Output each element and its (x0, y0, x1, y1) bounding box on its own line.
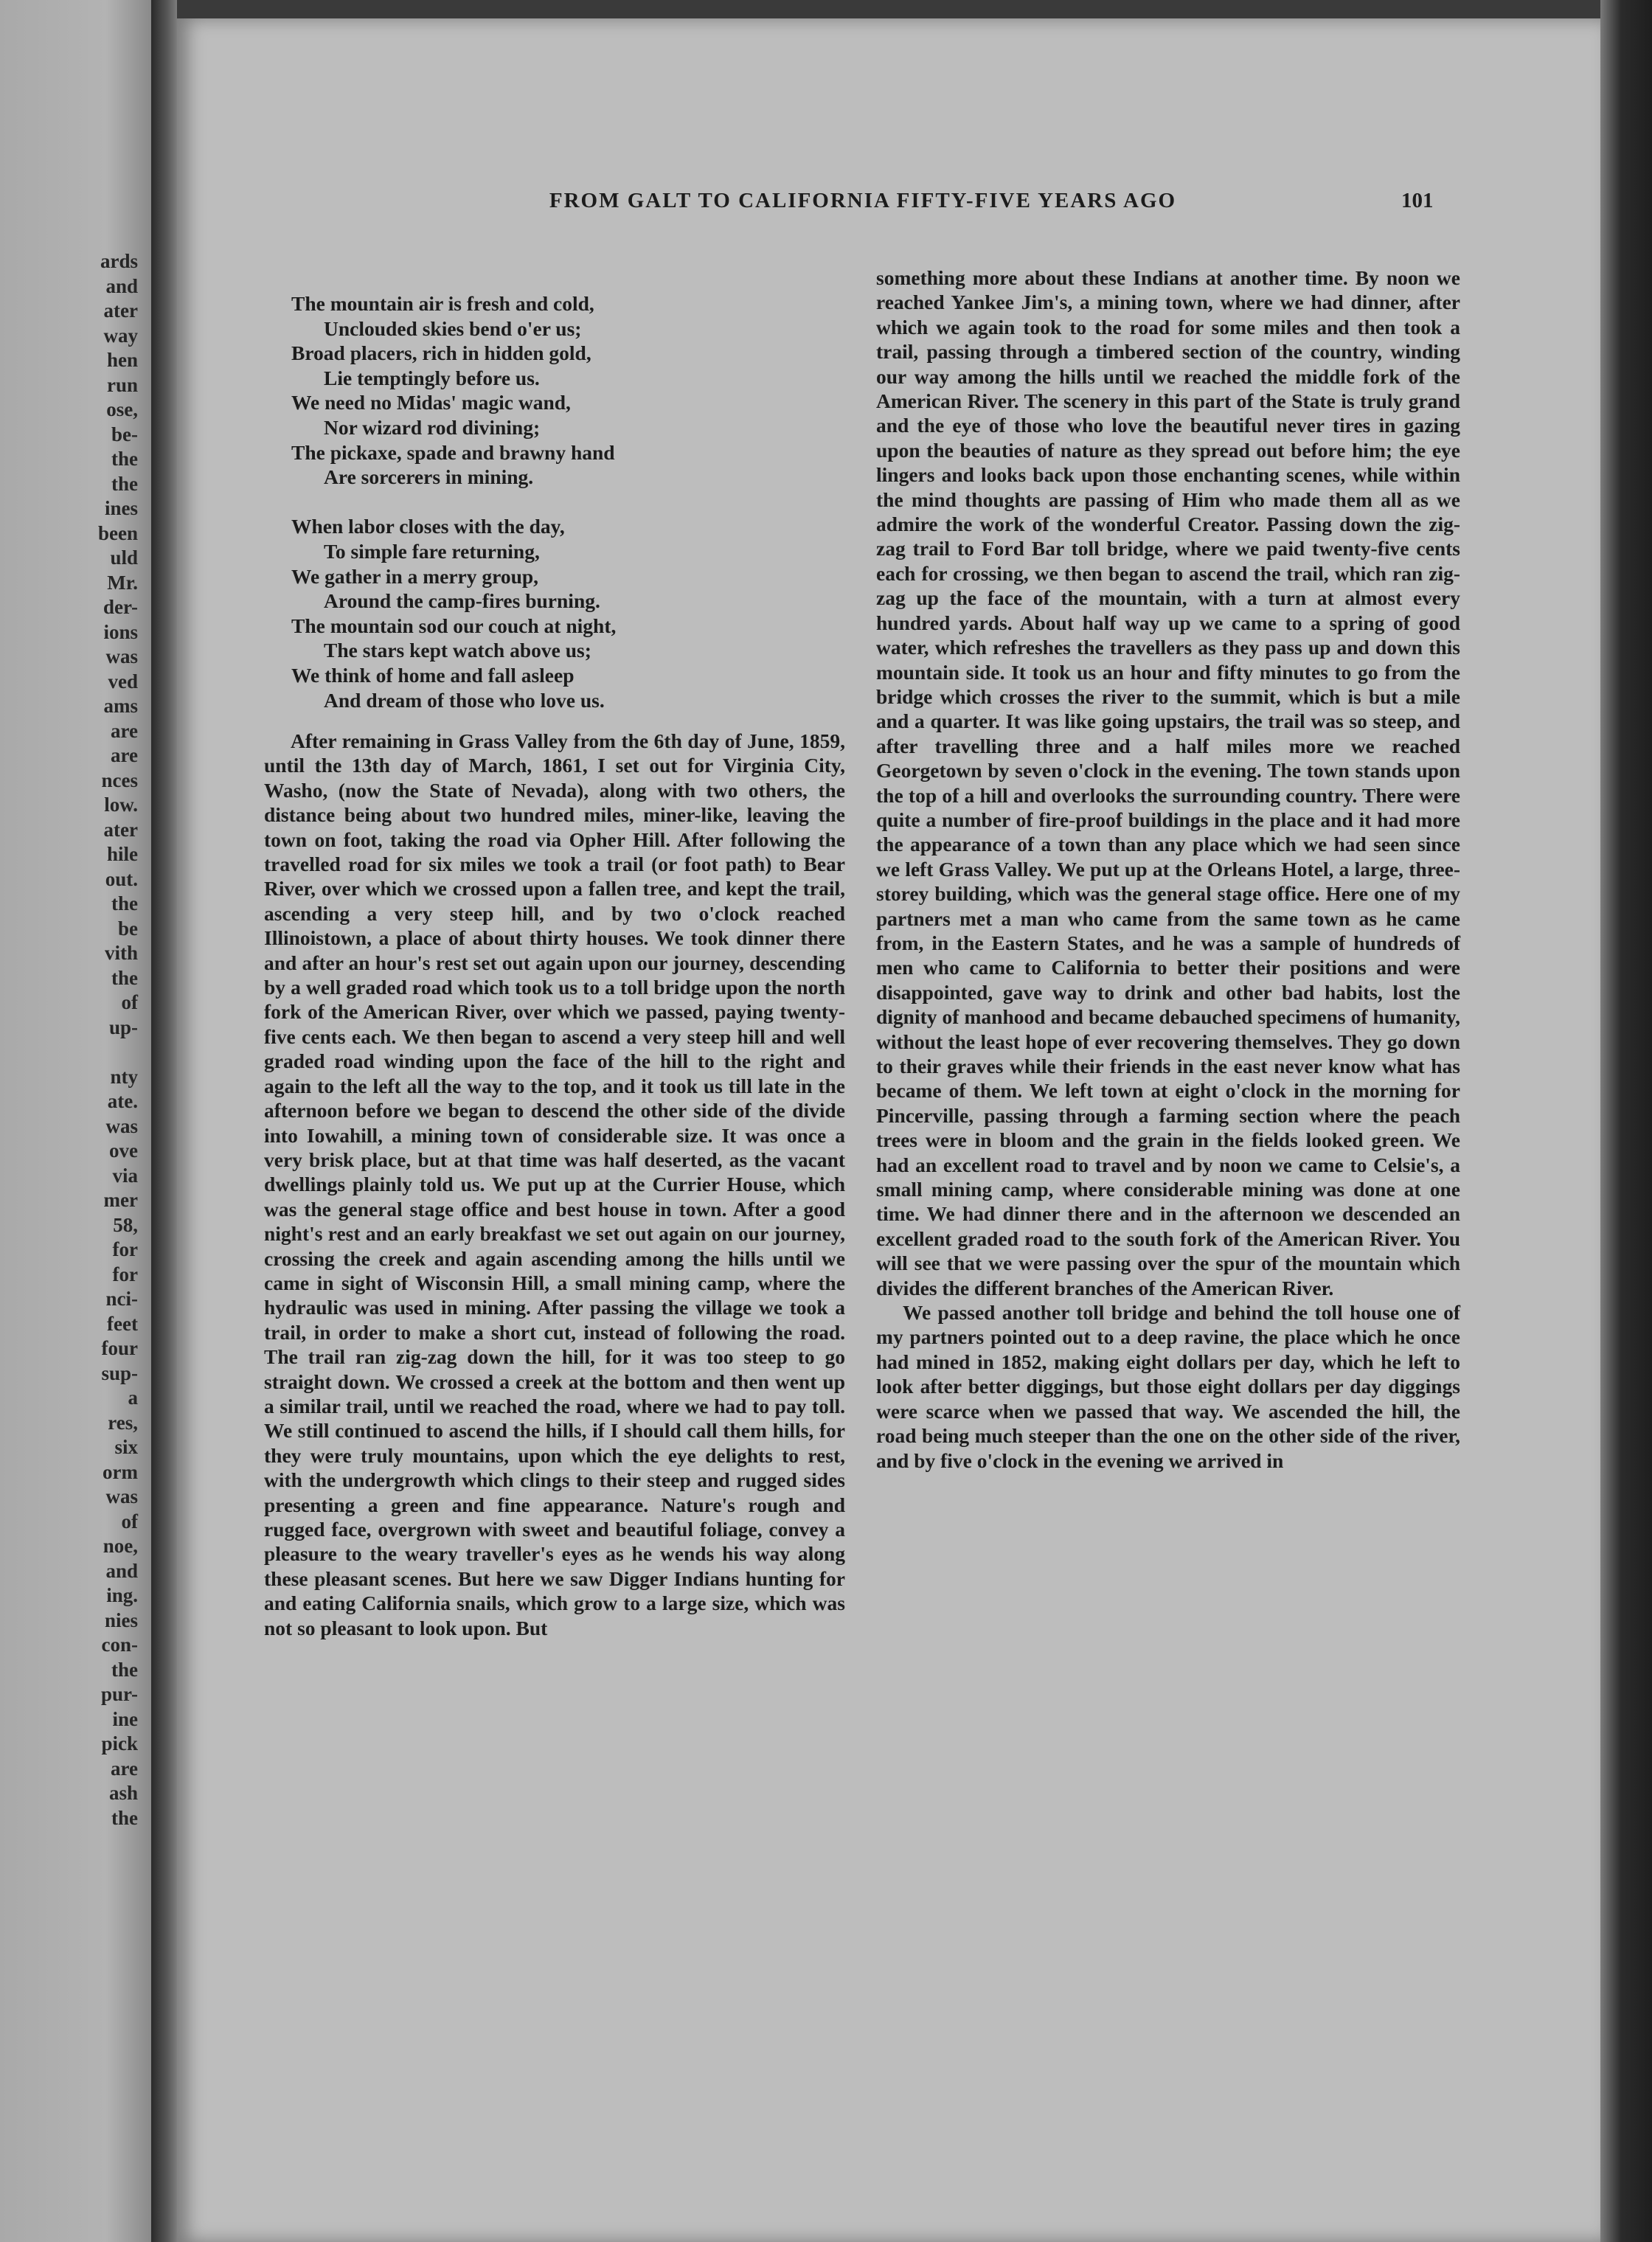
running-head: FROM GALT TO CALIFORNIA FIFTY-FIVE YEARS AGO (549, 189, 1177, 212)
left-page-fragment: 58, (113, 1213, 138, 1236)
left-page-fragment: nces (101, 768, 138, 791)
left-page-fragment: out. (105, 867, 138, 890)
left-page-fragment: nty (110, 1065, 138, 1088)
poem-line: Lie temptingly before us. (324, 366, 540, 389)
left-page-fragment: for (112, 1238, 138, 1260)
poem-line: We gather in a merry group, (291, 564, 539, 588)
left-page-fragment: ing. (106, 1584, 138, 1606)
left-page-fragment: uld (110, 546, 138, 569)
page-number: 101 (1401, 189, 1434, 212)
left-page-fragment: the (111, 1806, 138, 1829)
left-page-fragment: are (111, 719, 138, 742)
left-page-fragment: pick (101, 1732, 138, 1755)
left-page-fragment: and (105, 1559, 138, 1582)
poem-line: Nor wizard rod divining; (324, 415, 541, 439)
poem-line: Around the camp-fires burning. (324, 589, 600, 613)
left-page-fragment: mer (103, 1189, 138, 1211)
left-page-text-fragments (5, 249, 138, 1830)
left-page-fragment: ved (108, 670, 138, 693)
poem-line: We think of home and fall asleep (291, 663, 575, 687)
left-page-edge (0, 0, 151, 2242)
left-page-fragment: nci- (105, 1288, 138, 1310)
left-page-fragment: six (114, 1436, 138, 1458)
left-page-fragment: the (111, 448, 138, 470)
left-page-fragment: ose, (106, 398, 138, 420)
left-page-fragment: be- (111, 423, 138, 445)
left-page-fragment: was (105, 1114, 138, 1137)
left-page-fragment: was (105, 1485, 138, 1507)
left-page-fragment: feet (107, 1312, 138, 1335)
left-page-fragment: hen (106, 349, 138, 371)
poem-line: Broad placers, rich in hidden gold, (291, 341, 591, 365)
left-page-fragment: ash (108, 1782, 138, 1804)
left-page-fragment: the (111, 966, 138, 989)
left-page-fragment: the (111, 1658, 138, 1681)
left-page-fragment: pur- (100, 1683, 138, 1705)
left-page-fragment: was (105, 645, 138, 667)
poem-line: To simple fare returning, (324, 539, 540, 563)
left-page-fragment: ines (104, 497, 138, 519)
left-page-fragment: sup- (101, 1361, 138, 1384)
left-page-fragment: ater (103, 299, 138, 322)
poem-line: And dream of those who love us. (324, 688, 605, 712)
poem-line: The mountain air is fresh and cold, (291, 292, 594, 315)
poem-line: The stars kept watch above us; (324, 639, 591, 662)
left-page-fragment: low. (104, 794, 138, 816)
left-page-fragment: ards (100, 250, 138, 272)
left-page-fragment: noe, (103, 1535, 138, 1557)
body-paragraph: After remaining in Grass Valley from the 6th day of June, 1859, until the 13th day of March, 1861, I set out for Virginia City, Washo, (now the State of Nevada), along with two others, the distance being about two hundred miles, miner-like, leaving the town on foot, taking the road via Opher Hill. After following the travelled road for six miles we took a trail (or foot path) to Bear River, over which we crossed upon a fallen tree, and kept the trail, ascending a very steep hill, and by two o'clock reached Illinoistown, a place of about thirty houses. We took dinner there and after an hour's rest set out again upon our journey, descending by a well graded road which took us to a toll bridge upon the north fork of the American River, over which we passed, paying twenty-five cents each. We then began to ascend a very steep hill and well graded road winding upon the face of the hill to the right and again to the left all the way to the top, and it took us till late in the afternoon before we began to descend the other side of the divide into Iowahill, a mining town of considerable size. It was once a very brisk place, but at that time was half deserted, as the vacant dwellings plainly told us. We put up at the Currier House, which was the general stage office and best house in town. After a good night's rest and an early breakfast we set out again on our journey, crossing the creek and again ascending among the hills until we came in sight of Wisconsin Hill, a small mining camp, where the hydraulic was used in mining. After passing the village we took a trail, in order to make a short cut, instead of following the road. The trail ran zig-zag down the hill, for it was too steep to go straight down. We crossed a creek at the bottom and then went up a similar trail, until we reached the road, where we had to pay toll. We still continued to ascend the hills, if I should call them hills, for they were truly mountains, upon which the eye delights to rest, with the undergrowth which clings to their steep and rugged sides presenting a green and fine appearance. Nature's rough and rugged face, overgrown with sweet and beautiful foliage, convey a pleasure to the weary traveller's eyes as he wends his way along these pleasant scenes. But here we saw Digger Indians hunting for and eating California snails, which grow to a large size, which was not so pleasant to look upon. But (264, 729, 845, 1639)
left-page-fragment: ater (103, 818, 138, 841)
left-page-fragment: con- (101, 1634, 138, 1656)
left-page-fragment: vith (104, 942, 138, 964)
left-page-fragment: a (128, 1386, 138, 1409)
left-page-fragment: been (98, 521, 138, 544)
poem-line: The mountain sod our couch at night, (291, 614, 617, 637)
left-page-fragment: be (118, 917, 138, 940)
left-page-fragment: nies (104, 1608, 138, 1631)
poem-stanza-2 (291, 514, 852, 712)
left-page-fragment: the (111, 892, 138, 914)
poem-line: Unclouded skies bend o'er us; (324, 316, 582, 340)
left-page-fragment: der- (103, 596, 138, 618)
left-page-fragment: run (106, 373, 138, 396)
left-page-fragment: res, (108, 1411, 138, 1434)
left-page-fragment: Mr. (107, 571, 138, 594)
body-paragraph: We passed another toll bridge and behind the toll house one of my partners pointed out to a deep ravine, the place which he once had mined in 1852, making eight dollars per day, which he left to look after better diggings, but those eight dollars per day diggings were scarce when we passed that way. We ascended the hill, the road being much steeper than the one on the other side of the river, and by five o'clock in the evening we arrived in (876, 1301, 1460, 1472)
body-paragraph: something more about these Indians at another time. By noon we reached Yankee Jim's, a mining town, where we had dinner, after which we again took to the road for some miles and then took a trail, passing through a timbered section of the country, winding our way among the hills until we reached the middle fork of the American River. The scenery in this part of the State is truly grand and the eye of those who love the beautiful never tires in gazing upon the beauties of nature as they spread out before him; the eye lingers and looks back upon those enchanting scenes, while within the mind thoughts are passing of Him who made them all as we admire the work of the wonderful Creator. Passing down the zig-zag trail to Ford Bar toll bridge, where we paid twenty-five cents each for crossing, we then began to ascend the trail, which ran zig-zag up the face of the mountain, with a turn at almost every hundred yards. About half way up we came to a spring of good water, which refreshes the travellers as they pass up and down this mountain side. It took us an hour and fifty minutes to go from the bridge which crosses the river to the summit, which is but a mile and a quarter. It was like going upstairs, the trail was so steep, and after travelling three and a half miles more we reached Georgetown by seven o'clock in the evening. The town stands upon the top of a hill and overlooks the surrounding country. There were quite a number of fire-proof buildings in the place and it had more the appearance of a town than any place which we had seen since we left Grass Valley. We put up at the Orleans Hotel, a large, three-storey building, which was the general stage office. Here one of my partners met a man who came from the same town as he came from, in the Eastern States, and he was a sample of hundreds of men who came to California to better their positions and were disappointed, gave way to drink and other bad habits, lost the dignity of manhood and became debauched specimens of humanity, without the least hope of ever recovering themselves. They go down to their graves while their friends in the east never know what has became of them. We left town at eight o'clock in the morning for Pincerville, passing through a farming section where the peach trees were in bloom and the grain in the fields looked green. We had an excellent road to travel and by noon we came to Celsie's, a small mining camp, where considerable mining was done at one time. We had dinner there and in the afternoon we descended an excellent graded road to the south fork of the American River. You will see that we were passing over the spur of the mountain which divides the different branches of the American River. (876, 266, 1460, 1299)
left-page-fragment: way (103, 324, 138, 347)
left-page-fragment (5, 1040, 138, 1065)
left-page-fragment: four (101, 1337, 138, 1359)
left-page-fragment: up- (108, 1016, 138, 1038)
poem-line: Are sorcerers in mining. (324, 465, 534, 489)
left-page-fragment: ate. (107, 1090, 138, 1112)
left-page-fragment: orm (103, 1460, 138, 1483)
left-page-fragment: via (112, 1164, 138, 1187)
left-page-fragment: ove (109, 1139, 138, 1162)
left-page-fragment: ams (103, 695, 138, 717)
text-column-right (876, 266, 1460, 1473)
left-page-fragment: of (121, 991, 138, 1013)
left-page-fragment: are (111, 744, 138, 766)
left-page-fragment: ions (103, 620, 138, 643)
poem-line: The pickaxe, spade and brawny hand (291, 440, 615, 464)
left-page-fragment: of (121, 1510, 138, 1533)
right-page-edge (1600, 0, 1652, 2242)
left-page-fragment: and (105, 274, 138, 297)
poem-line: We need no Midas' magic wand, (291, 391, 571, 414)
poem (291, 291, 852, 738)
left-page-fragment: the (111, 472, 138, 495)
left-page-fragment: are (111, 1757, 138, 1780)
book-gutter (151, 0, 177, 2242)
poem-stanza-1 (291, 291, 852, 490)
left-page-fragment: hile (106, 843, 138, 865)
left-page-fragment: for (112, 1263, 138, 1285)
poem-line: When labor closes with the day, (291, 515, 565, 538)
text-column-left (264, 729, 845, 1640)
left-page-fragment: ine (112, 1707, 138, 1730)
